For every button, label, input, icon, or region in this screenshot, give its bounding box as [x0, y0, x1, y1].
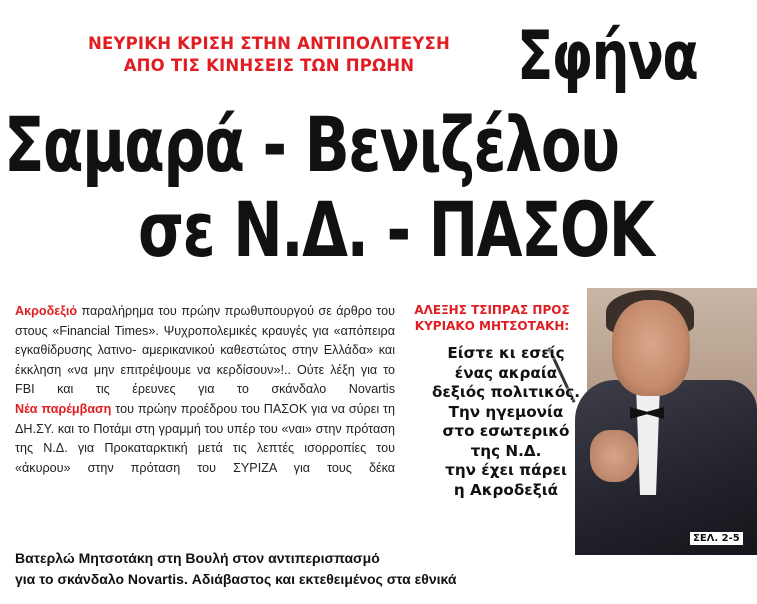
- quote-line: ένας ακραία: [454, 363, 558, 382]
- headline-line-3: σε Ν.Δ. - ΠΑΣΟΚ: [138, 185, 654, 274]
- person-head: [612, 300, 690, 396]
- kicker-line-2: ΑΠΟ ΤΙΣ ΚΙΝΗΣΕΙΣ ΤΩΝ ΠΡΩΗΝ: [123, 56, 415, 75]
- quote-line: Είστε κι εσείς: [447, 344, 565, 362]
- quote-label-line-2: ΚΥΡΙΑΚΟ ΜΗΤΣΟΤΑΚΗ:: [414, 319, 570, 333]
- kicker-line-1: ΝΕΥΡΙΚΗ ΚΡΙΣΗ ΣΤΗΝ ΑΝΤΙΠΟΛΙΤΕΥΣΗ: [87, 34, 450, 53]
- page-reference: ΣΕΛ. 2-5: [690, 532, 743, 545]
- quote-line: στο εσωτερικό: [442, 422, 570, 440]
- article-p2-lead: Νέα παρέμβαση: [15, 401, 112, 416]
- quote-line: η Ακροδεξιά: [453, 480, 559, 499]
- footer-teaser: [15, 548, 585, 590]
- headline-line-1: Σφήνα: [517, 17, 698, 96]
- quote-line: δεξιός πολιτικός.: [431, 383, 581, 401]
- article-p1-text: παραλήρημα του πρώην πρωθυπουργού σε άρθρο του στους «Financial Times». Ψυχροπολεμικές κραυγές για «απόπειρα εγκαθίδρυσης λατινο- αμερικανικού καθεστώτος στην Ελλάδα» και έκκληση «να μην επιτρέψουμε να κερδίσουν»!.. Ούτε λέξη για το FBI και τις έρευνες για το σκάνδαλο Novartis: [15, 304, 395, 397]
- article-p2-text: του πρώην προέδρου του ΠΑΣΟΚ για να σύρει τη ΔΗ.ΣΥ. και το Ποτάμι στη γραμμή του υπέρ του «ναι» στην πρόταση της Ν.Δ. για Προκαταρκτική μετά τις λεπτές ισορροπίες του «άκυρου» στην πρόταση του ΣΥΡΙΖΑ για τους δέκα: [15, 401, 395, 475]
- footer-line-2: για το σκάνδαλο Novartis. Αδιάβαστος και εκτεθειμένος στα εθνικά: [15, 571, 457, 587]
- quote-label-line-1: ΑΛΕΞΗΣ ΤΣΙΠΡΑΣ ΠΡΟΣ: [414, 303, 570, 317]
- article-body: [15, 302, 395, 478]
- kicker: [24, 33, 514, 77]
- quote-text: [406, 344, 606, 500]
- quote-line: την έχει πάρει: [445, 461, 567, 479]
- quote-line: της Ν.Δ.: [470, 441, 542, 460]
- quote-line: Την ηγεμονία: [448, 402, 564, 421]
- footer-line-1: Βατερλώ Μητσοτάκη στη Βουλή στον αντιπερισπασμό: [15, 550, 380, 566]
- quote-attribution: [402, 302, 582, 334]
- article-paragraph-2: [15, 400, 395, 478]
- article-p1-lead: Ακροδεξιό: [15, 304, 78, 318]
- headline-line-2: Σαμαρά - Βενιζέλου: [4, 100, 619, 189]
- article-paragraph-1: [15, 302, 395, 400]
